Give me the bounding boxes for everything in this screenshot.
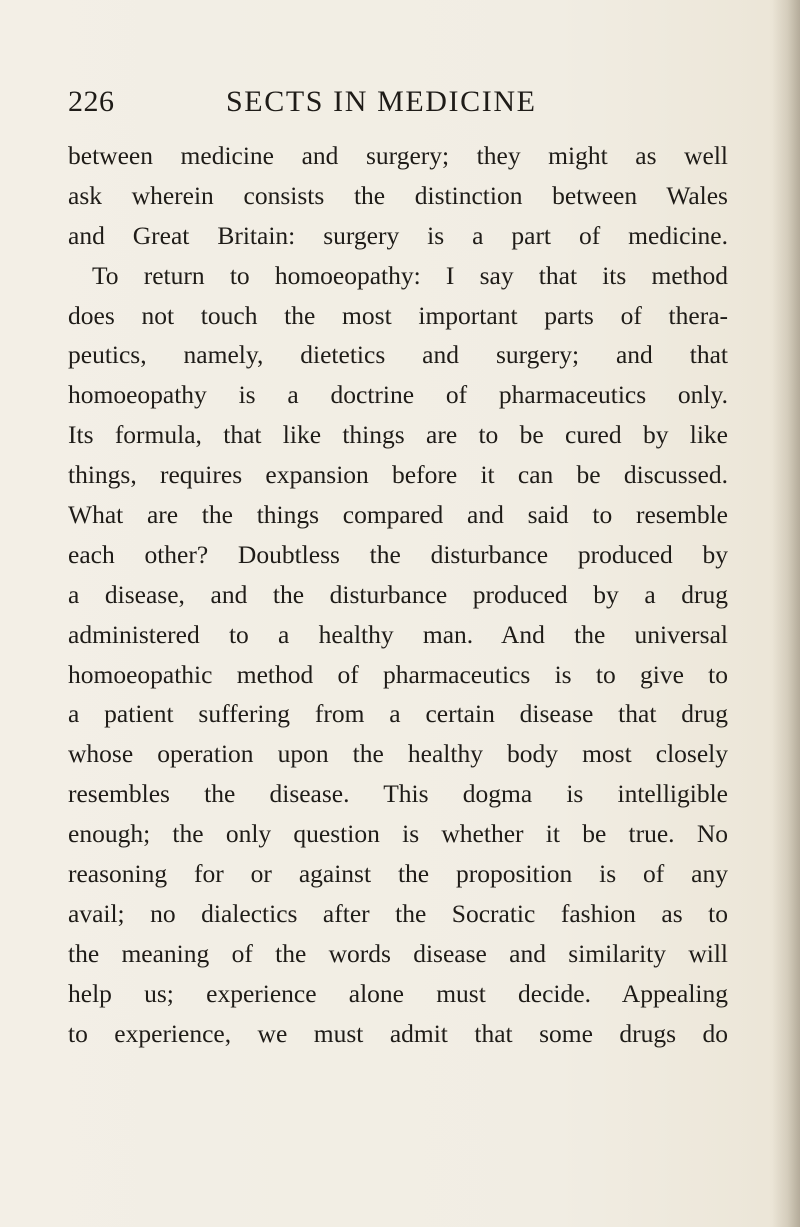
text-line: a patient suffering from a certain disease that drug — [68, 699, 728, 729]
text-line: avail; no dialectics after the Socratic fashion as to — [68, 898, 728, 928]
text-line: ask wherein consists the distinction between Wales — [68, 180, 728, 210]
text-line: homoeopathic method of pharmaceutics is to give to — [68, 659, 728, 689]
text-line: homoeopathy is a doctrine of pharmaceutics only. — [68, 380, 728, 410]
text-line: To return to homoeopathy: I say that its method — [92, 260, 728, 290]
text-line: reasoning for or against the proposition is of any — [68, 859, 728, 889]
text-line: the meaning of the words disease and similarity will — [68, 938, 728, 968]
text-line: to experience, we must admit that some drugs do — [68, 1018, 728, 1048]
text-line: and Great Britain: surgery is a part of medicine. — [68, 220, 728, 250]
text-line: administered to a healthy man. And the universal — [68, 619, 728, 649]
running-title: SECTS IN MEDICINE — [226, 85, 537, 118]
text-line: enough; the only question is whether it be true. No — [68, 819, 728, 849]
page-header — [68, 82, 728, 122]
text-line: things, requires expansion before it can be discussed. — [68, 460, 728, 490]
text-line: whose operation upon the healthy body most closely — [68, 739, 728, 769]
text-line: a disease, and the disturbance produced by a drug — [68, 579, 728, 609]
text-line: Its formula, that like things are to be cured by like — [68, 420, 728, 450]
page-number: 226 — [68, 85, 115, 118]
text-line: What are the things compared and said to resemble — [68, 500, 728, 530]
text-line: peutics, namely, dietetics and surgery; and that — [68, 340, 728, 370]
text-line: does not touch the most important parts of thera- — [68, 300, 728, 330]
body-text — [68, 136, 728, 1053]
page-edge-shadow — [772, 0, 800, 1227]
text-line: help us; experience alone must decide. Appealing — [68, 978, 728, 1008]
text-line: between medicine and surgery; they might as well — [68, 141, 728, 170]
text-line: resembles the disease. This dogma is intelligible — [68, 779, 728, 809]
text-line: each other? Doubtless the disturbance produced by — [68, 539, 728, 569]
